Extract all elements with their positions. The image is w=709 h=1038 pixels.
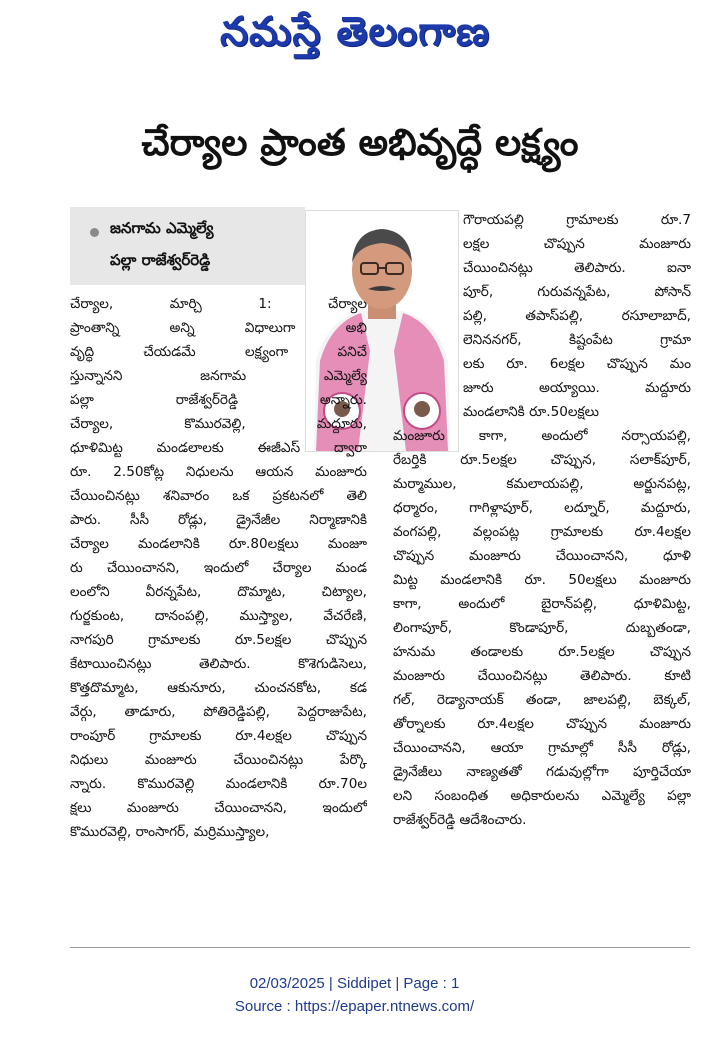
article-line: గల్, రెడ్యానాయక్ తండా, జాలపల్లి, బెక్కల్, [393,692,691,708]
article-line: గుర్జకుంట, దానంపల్లి, ముస్త్యాల, వేచరేణి, [70,608,367,624]
article-line: రాంపూర్ గ్రామాలకు రూ.4లక్షల చొప్పున [70,728,367,744]
article-line: వేర్గు, తాడూరు, పోతిరెడ్డిపల్లి, పెద్దరాజుపేట, [70,704,367,720]
article-line: నాగపురి గ్రామాలకు రూ.5లక్షల చొప్పున [70,632,367,648]
article-column-2 [463,208,691,424]
article-line: క్షలు మంజూరు చేయించానని, ఇందులో [70,800,367,816]
article-line: పూర్, గురువన్నపేట, పోసాన్ [463,284,691,300]
article-line: వృద్ధి చేయడమే లక్ష్యంగా పనిచే [70,344,367,360]
article-line: స్తున్నానని జనగామ ఎమ్మెల్యే [70,368,367,384]
article-line: చేర్యాల, మార్చి 1: చేర్యాల [70,296,367,312]
article-line: మంజూరు చేయించినట్లు తెలిపారు. కూటి [393,668,691,684]
byline-line-1: జనగామ ఎమ్మెల్యే [110,219,214,237]
article-line: మిట్ట మండలానికి రూ. 50లక్షలు మంజూరు [393,572,691,588]
article-column-1 [70,292,367,844]
article-line: లంలోని వీరన్నపేట, దొమ్మాట, చిట్యాల, [70,584,367,600]
article-line: మంజూరు కాగా, అందులో నర్సాయపల్లి, [393,428,691,444]
article-line: నిధులు మంజూరు చేయించినట్లు పేర్కొ [70,752,367,768]
article-line: చేర్యాల మండలానికి రూ.80లక్షలు మంజూ [70,536,367,552]
article-line: చొప్పున మంజూరు చేయించానని, ధూళి [393,548,691,564]
article-line: చేయించినట్లు శనివారం ఒక ప్రకటనలో తెలి [70,488,367,504]
article-line: లెనిననగర్, కిష్టంపేట గ్రామా [463,332,691,348]
article-line: ధర్మారం, గాగిళ్లాపూర్, లద్నూర్, మద్దూరు, [393,500,691,516]
article-line: కొమురవెల్లి, రాంసాగర్, మర్రిముస్త్యాల, [70,824,270,840]
article-line: పల్లా రాజేశ్వర్‌రెడ్డి అన్నారు. [70,392,367,408]
article-line: హనుమ తండాలకు రూ.5లక్షల చొప్పున [393,644,691,660]
article-line: రాజేశ్వర్‌రెడ్డి ఆదేశించారు. [393,812,527,828]
masthead-title: నమస్తే తెలంగాణ [219,9,491,55]
article-line: మర్మాముల, కమలాయపల్లి, అర్జునపట్ల, [393,476,691,492]
footer-date-line: 02/03/2025 | Siddipet | Page : 1 [249,975,460,992]
article-line: డ్రైనేజీలు నాణ్యతతో గడువుల్లోగా పూర్తిచేయా [393,764,691,780]
article-line: వంగపల్లి, వల్లంపట్ల గ్రామాలకు రూ.4లక్షల [393,524,691,540]
article-line: చేర్యాల, కొమురవెల్లి, మద్దూరు, [70,416,367,432]
article-line: లని సంబంధిత అధికారులను ఎమ్మెల్యే పల్లా [393,788,691,804]
article-line: లకు రూ. 6లక్షల చొప్పున మం [463,356,691,372]
article-line: ప్రాంతాన్ని అన్ని విధాలుగా అభి [70,320,367,336]
byline-box [70,207,305,285]
article-line: మండలానికి రూ.50లక్షలు [463,404,599,420]
article-line: రూ. 2.50కోట్ల నిధులను ఆయన మంజూరు [70,464,367,480]
article-line: గౌరాయపల్లి గ్రామాలకు రూ.7 [463,212,691,228]
article-line: న్నారు. కొమురవెల్లి మండలానికి రూ.70ల [70,776,367,792]
byline-line-2: పల్లా రాజేశ్వర్‌రెడ్డి [110,251,211,269]
article-line: పారు. సీసీ రోడ్లు, డ్రైనేజీల నిర్మాణానికి [70,512,367,528]
bullet-icon [90,228,99,237]
article-line: తోర్నాలకు రూ.4లక్షల చొప్పున మంజూరు [393,716,691,732]
article-line: కేటాయించినట్లు తెలిపారు. కొశెగుడిసెలు, [70,656,367,672]
article-line: కొత్తదొమ్మాట, ఆకునూరు, చుంచనకోట, కడ [70,680,367,696]
article-line: లింగాపూర్, కొండాపూర్, దుబ్బతండా, [393,620,691,636]
article-line: జూరు అయ్యాయి. మద్దూరు [463,380,691,396]
article-column-3 [393,424,691,832]
article-line: రేబర్తికి రూ.5లక్షల చొప్పున, సలాక్‌పూర్, [393,452,691,468]
article-line: చేయించానని, ఆయా గ్రామాల్లో సీసీ రోడ్లు, [393,740,691,756]
article-line: చేయించినట్లు తెలిపారు. ఐనా [463,260,691,276]
footer-source-line: Source : https://epaper.ntnews.com/ [234,998,475,1015]
footer-divider [70,947,690,948]
masthead-logo [150,6,560,68]
article-line: రు చేయించానని, ఇందులో చేర్యాల మండ [70,560,367,576]
article-line: ధూళిమిట్ట మండలాలకు ఈజీఎస్ ద్వారా [70,440,367,456]
article-line: పల్లి, తపాస్‌పల్లి, రసూలాబాద్, [463,308,691,324]
article-headline: చేర్యాల ప్రాంత అభివృద్ధే లక్ష్యం [141,121,579,164]
article-line: లక్షల చొప్పున మంజూరు [463,236,691,252]
article-line: కాగా, అందులో బైరాన్‌పల్లి, ధూళిమిట్ట, [393,596,691,612]
